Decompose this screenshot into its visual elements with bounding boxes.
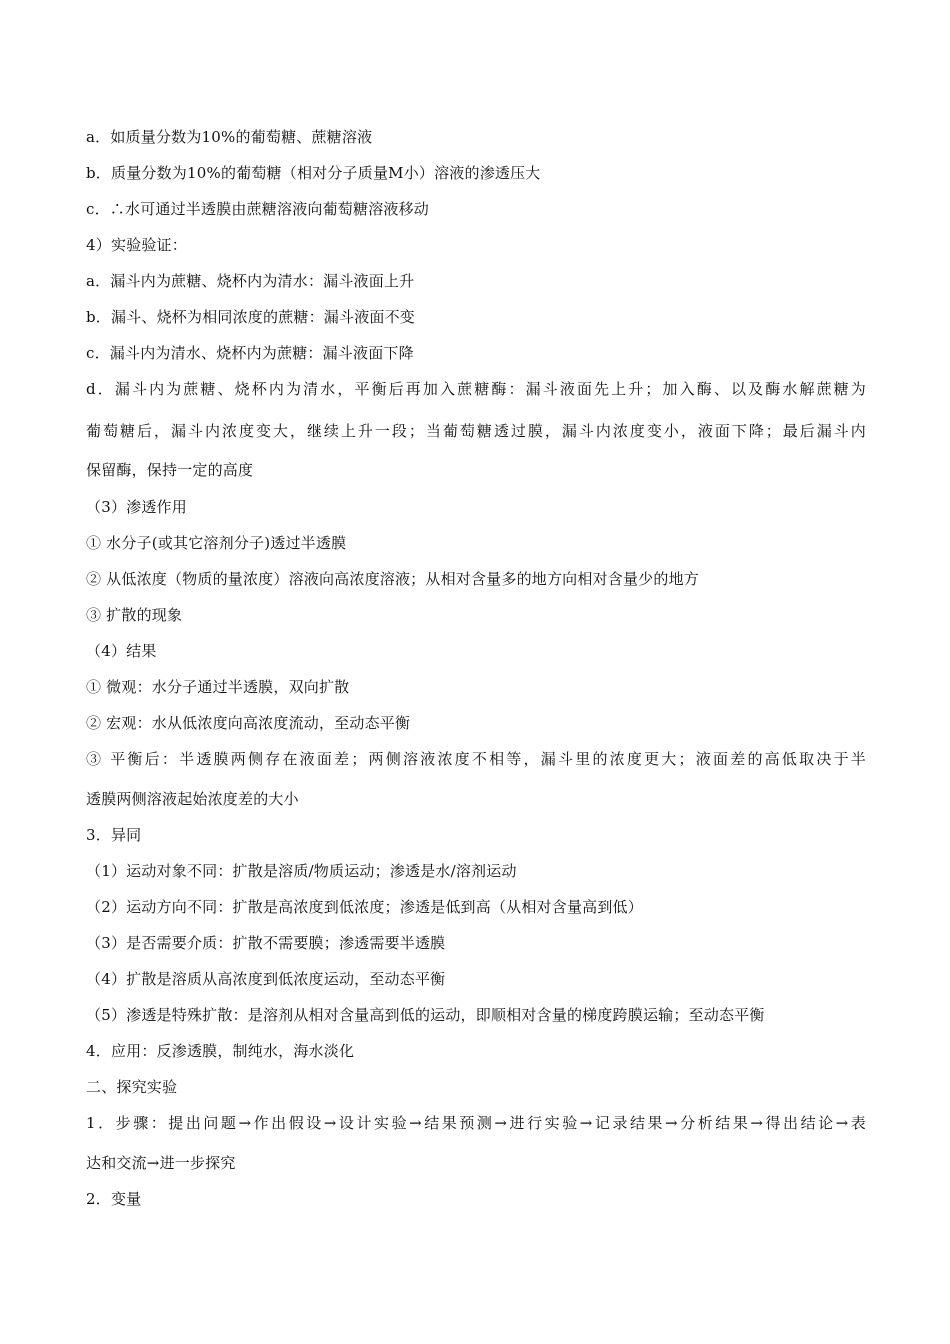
- text-line: ③ 平衡后：半透膜两侧存在液面差；两侧溶液浓度不相等，漏斗里的浓度更大；液面差的高低取决于半: [86, 750, 866, 768]
- text-line: （5）渗透是特殊扩散：是溶剂从相对含量高到低的运动，即顺相对含量的梯度跨膜运输；至动态平衡: [86, 1006, 765, 1024]
- text-line: c．∴水可通过半透膜由蔗糖溶液向葡萄糖溶液移动: [86, 200, 430, 218]
- text-line: ② 从低浓度（物质的量浓度）溶液向高浓度溶液；从相对含量多的地方向相对含量少的地方: [86, 570, 699, 588]
- text-line: 3．异同: [86, 826, 142, 844]
- text-line: 2．变量: [86, 1190, 142, 1208]
- text-line: （3）渗透作用: [86, 498, 187, 516]
- text-line: ③ 扩散的现象: [86, 606, 183, 624]
- text-line: b．漏斗、烧杯为相同浓度的蔗糖：漏斗液面不变: [86, 308, 416, 326]
- text-line: b．质量分数为10%的葡萄糖（相对分子质量M小）溶液的渗透压大: [86, 164, 541, 182]
- text-line: 4）实验验证：: [86, 236, 187, 254]
- text-line: 保留酶，保持一定的高度: [86, 461, 254, 479]
- text-line: 达和交流→进一步探究: [86, 1154, 236, 1172]
- text-line: ② 宏观：水从低浓度向高浓度流动，至动态平衡: [86, 714, 411, 732]
- text-line: 葡萄糖后，漏斗内浓度变大，继续上升一段；当葡萄糖透过膜，漏斗内浓度变小，液面下降；最后漏斗内: [86, 422, 866, 440]
- text-line: ① 水分子(或其它溶剂分子)透过半透膜: [86, 534, 347, 552]
- text-line: 二、探究实验: [86, 1078, 178, 1096]
- text-line: c．漏斗内为清水、烧杯内为蔗糖：漏斗液面下降: [86, 344, 414, 362]
- text-line: 4．应用：反渗透膜，制纯水，海水淡化: [86, 1042, 355, 1060]
- text-line: 透膜两侧溶液起始浓度差的大小: [86, 790, 299, 808]
- text-line: （1）运动对象不同：扩散是溶质/物质运动；渗透是水/溶剂运动: [86, 862, 517, 880]
- text-line: a．漏斗内为蔗糖、烧杯内为清水：漏斗液面上升: [86, 272, 415, 290]
- text-line: （3）是否需要介质：扩散不需要膜；渗透需要半透膜: [86, 934, 446, 952]
- text-line: （2）运动方向不同：扩散是高浓度到低浓度；渗透是低到高（从相对含量高到低）: [86, 898, 643, 916]
- text-line: 1．步骤：提出问题→作出假设→设计实验→结果预测→进行实验→记录结果→分析结果→得出结论→表: [86, 1114, 866, 1132]
- text-line: ① 微观：水分子通过半透膜，双向扩散: [86, 678, 350, 696]
- text-line: d．漏斗内为蔗糖、烧杯内为清水，平衡后再加入蔗糖酶：漏斗液面先上升；加入酶、以及酶水解蔗糖为: [86, 380, 866, 398]
- text-line: （4）结果: [86, 642, 157, 660]
- text-line: a．如质量分数为10%的葡萄糖、蔗糖溶液: [86, 128, 373, 146]
- text-line: （4）扩散是溶质从高浓度到低浓度运动，至动态平衡: [86, 970, 446, 988]
